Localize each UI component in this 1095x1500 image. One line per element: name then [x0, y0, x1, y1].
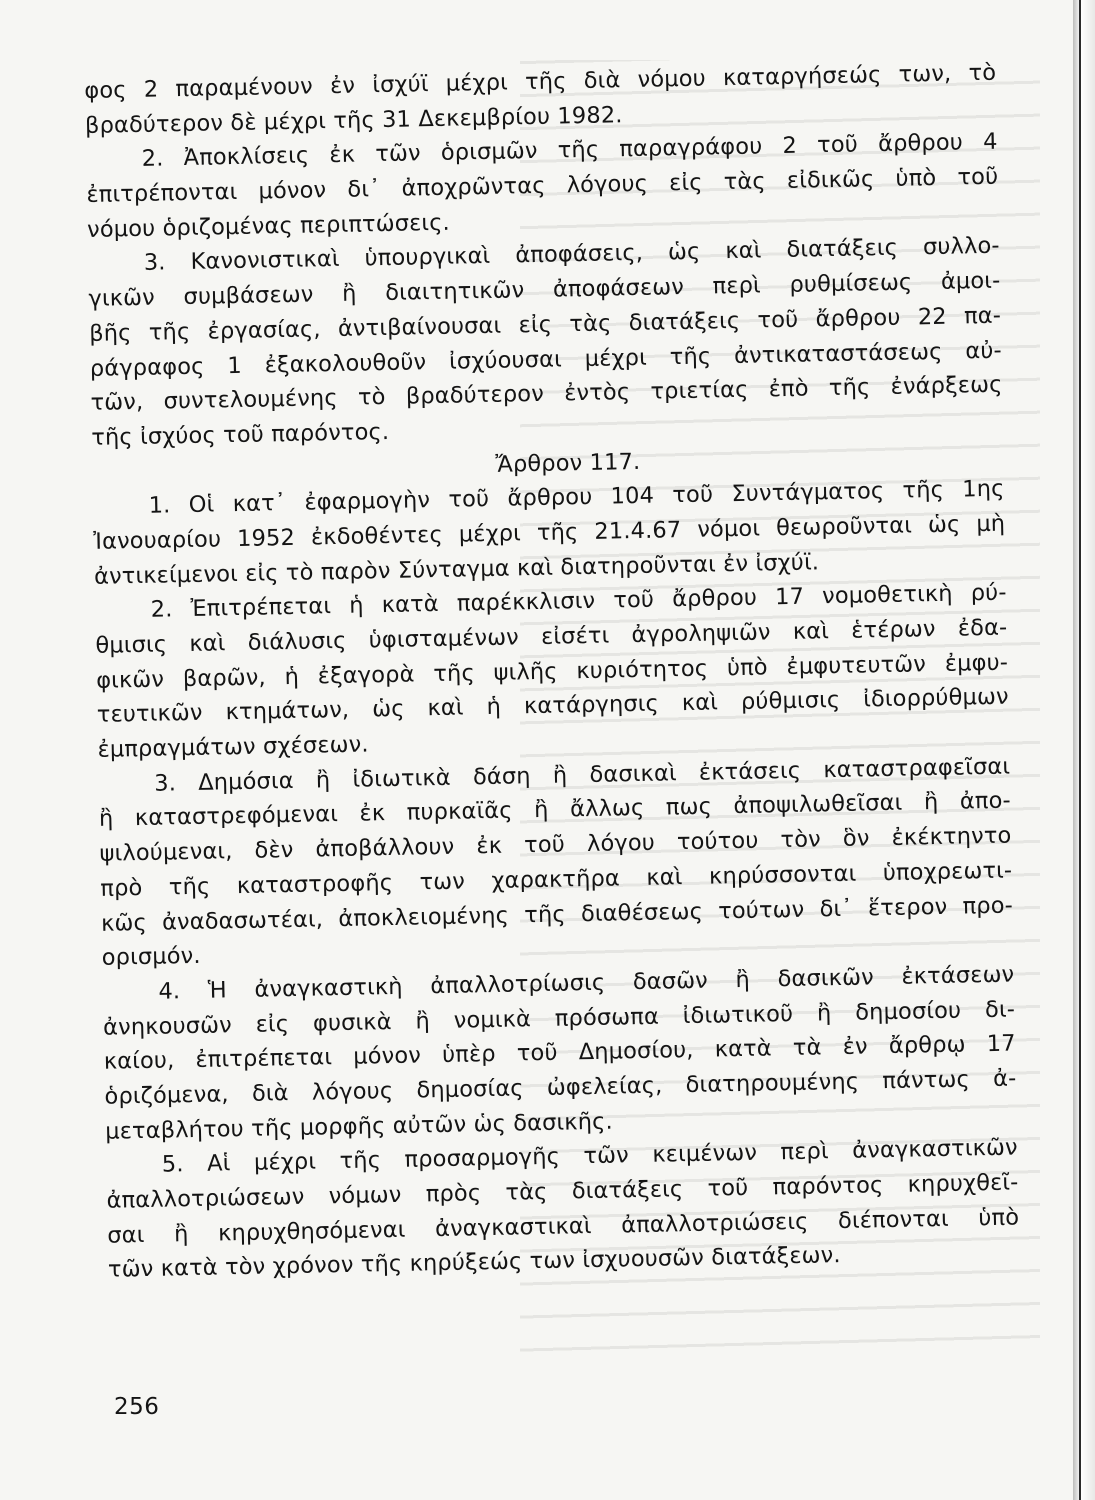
text-line: νόμου ὁριζομένας περιπτώσεις. — [86, 209, 451, 243]
text-line: ἀπαλλοτριώσεων νόμων πρὸς τὰς διατάξεις τοῦ παρόντος κηρυχθεῖ- — [106, 1169, 1019, 1214]
page-edge-line — [1079, 0, 1081, 1500]
paragraph-start: 2. Ἀποκλίσεις ἐκ τῶν ὁρισμῶν τῆς παραγράφου 2 τοῦ ἄρθρου 4 — [141, 129, 998, 173]
paragraph-start: 3. Δημόσια ἢ ἰδιωτικὰ δάση ἢ δασικαὶ ἐκτάσεις καταστραφεῖσαι — [153, 753, 1011, 797]
text-line: γικῶν συμβάσεων ἢ διαιτητικῶν ἀποφάσεων περὶ ρυθμίσεως ἀμοι- — [88, 267, 1001, 313]
page-number: 256 — [114, 1394, 160, 1420]
text-line: μεταβλήτου τῆς μορφῆς αὐτῶν ὡς δασικῆς. — [104, 1108, 614, 1145]
paragraph-start: 3. Κανονιστικαὶ ὑπουργικαὶ ἀποφάσεις, ὡς καὶ διατάξεις συλλο- — [143, 233, 1000, 277]
text-line: ἢ καταστρεφόμεναι ἐκ πυρκαϊᾶς ἢ ἄλλως πως ἀποψιλωθεῖσαι ἢ ἀπο- — [98, 787, 1012, 833]
text-line: τῶν, συντελουμένης τὸ βραδύτερον ἐντὸς τριετίας ἐπὸ τῆς ἐνάρξεως — [90, 371, 1003, 417]
text-line: τῆς ἰσχύος τοῦ παρόντος. — [91, 418, 390, 451]
text-line: φος 2 παραμένουν ἐν ἰσχύϊ μέχρι τῆς διὰ νόμου καταργήσεώς των, τὸ — [84, 59, 997, 104]
article-heading: Ἄρθρον 117. — [495, 448, 641, 478]
text-line: ὁριζόμενα, διὰ λόγους δημοσίας ὠφελείας, διατηρουμένης πάντως ἀ- — [104, 1065, 1017, 1110]
text-line: φικῶν βαρῶν, ἡ ἐξαγορὰ τῆς ψιλῆς κυριότητος ὑπὸ ἐμφυτευτῶν ἐμφυ- — [95, 649, 1009, 694]
text-line: ορισμόν. — [101, 943, 201, 972]
text-line: σαι ἢ κηρυχθησόμεναι ἀναγκαστικαὶ ἀπαλλοτριώσεις διέπονται ὑπὸ — [107, 1204, 1020, 1249]
text-line: ράγραφος 1 ἐξακολουθοῦν ἰσχύουσαι μέχρι τῆς ἀντικαταστάσεως αὐ- — [89, 337, 1002, 382]
text-line: ἀνηκουσῶν εἰς φυσικὰ ἢ νομικὰ πρόσωπα ἰδιωτικοῦ ἢ δημοσίου δι- — [102, 996, 1016, 1041]
text-line: τευτικῶν κτημάτων, ὡς καὶ ἡ κατάργησις καὶ ρύθμισις ἰδιορρύθμων — [96, 683, 1009, 729]
text-line: πρὸ τῆς καταστροφῆς των χαρακτῆρα καὶ κηρύσσονται ὑποχρεωτι- — [100, 857, 1013, 902]
text-line: κῶς ἀναδασωτέαι, ἀποκλειομένης τῆς διαθέσεως τούτων δι᾿ ἕτερον προ- — [100, 892, 1014, 937]
text-line: θμισις καὶ διάλυσις ὑφισταμένων εἰσέτι ἀγροληψιῶν καὶ ἑτέρων ἐδα- — [95, 614, 1008, 659]
text-line: καίου, ἐπιτρέπεται μόνον ὑπὲρ τοῦ Δημοσίου, κατὰ τὰ ἐν ἄρθρῳ 17 — [103, 1030, 1016, 1076]
paragraph-start: 1. Οἱ κατ᾿ ἐφαρμογὴν τοῦ ἄρθρου 104 τοῦ Συντάγματος τῆς 1ης — [148, 475, 1005, 520]
text-line: ἐπιτρέπονται μόνον δι᾿ ἀποχρῶντας λόγους εἰς τὰς εἰδικῶς ὑπὸ τοῦ — [86, 163, 999, 209]
paragraph-start: 5. Αἱ μέχρι τῆς προσαρμογῆς τῶν κειμένων περὶ ἀναγκαστικῶν — [161, 1134, 1018, 1178]
text-line: Ἰανουαρίου 1952 ἐκδοθέντες μέχρι τῆς 21.4.67 νόμοι θεωροῦνται ὡς μὴ — [93, 510, 1006, 555]
page-body — [84, 56, 1020, 1288]
text-line: ἐμπραγμάτων σχέσεων. — [97, 731, 369, 763]
text-line: ἀντικείμενοι εἰς τὸ παρὸν Σύνταγμα καὶ διατηροῦνται ἐν ἰσχύϊ. — [93, 548, 820, 590]
page-edge — [1073, 0, 1095, 1500]
text-line: βραδύτερον δὲ μέχρι τῆς 31 Δεκεμβρίου 1982. — [84, 101, 623, 139]
text-line: βῆς τῆς ἐργασίας, ἀντιβαίνουσαι εἰς τὰς διατάξεις τοῦ ἄρθρου 22 πα- — [88, 302, 1002, 347]
text-line: τῶν κατὰ τὸν χρόνον τῆς κηρύξεώς των ἰσχυουσῶν διατάξεων. — [107, 1242, 841, 1284]
text-line: ψιλούμεναι, δὲν ἀποβάλλουν ἐκ τοῦ λόγου τούτου τὸν ὃν ἐκέκτηντο — [99, 822, 1012, 867]
paragraph-start: 4. Ἡ ἀναγκαστικὴ ἀπαλλοτρίωσις δασῶν ἢ δασικῶν ἐκτάσεων — [158, 961, 1015, 1005]
paragraph-start: 2. Ἐπιτρέπεται ἡ κατὰ παρέκκλισιν τοῦ ἄρθρου 17 νομοθετικὴ ρύ- — [150, 579, 1007, 624]
